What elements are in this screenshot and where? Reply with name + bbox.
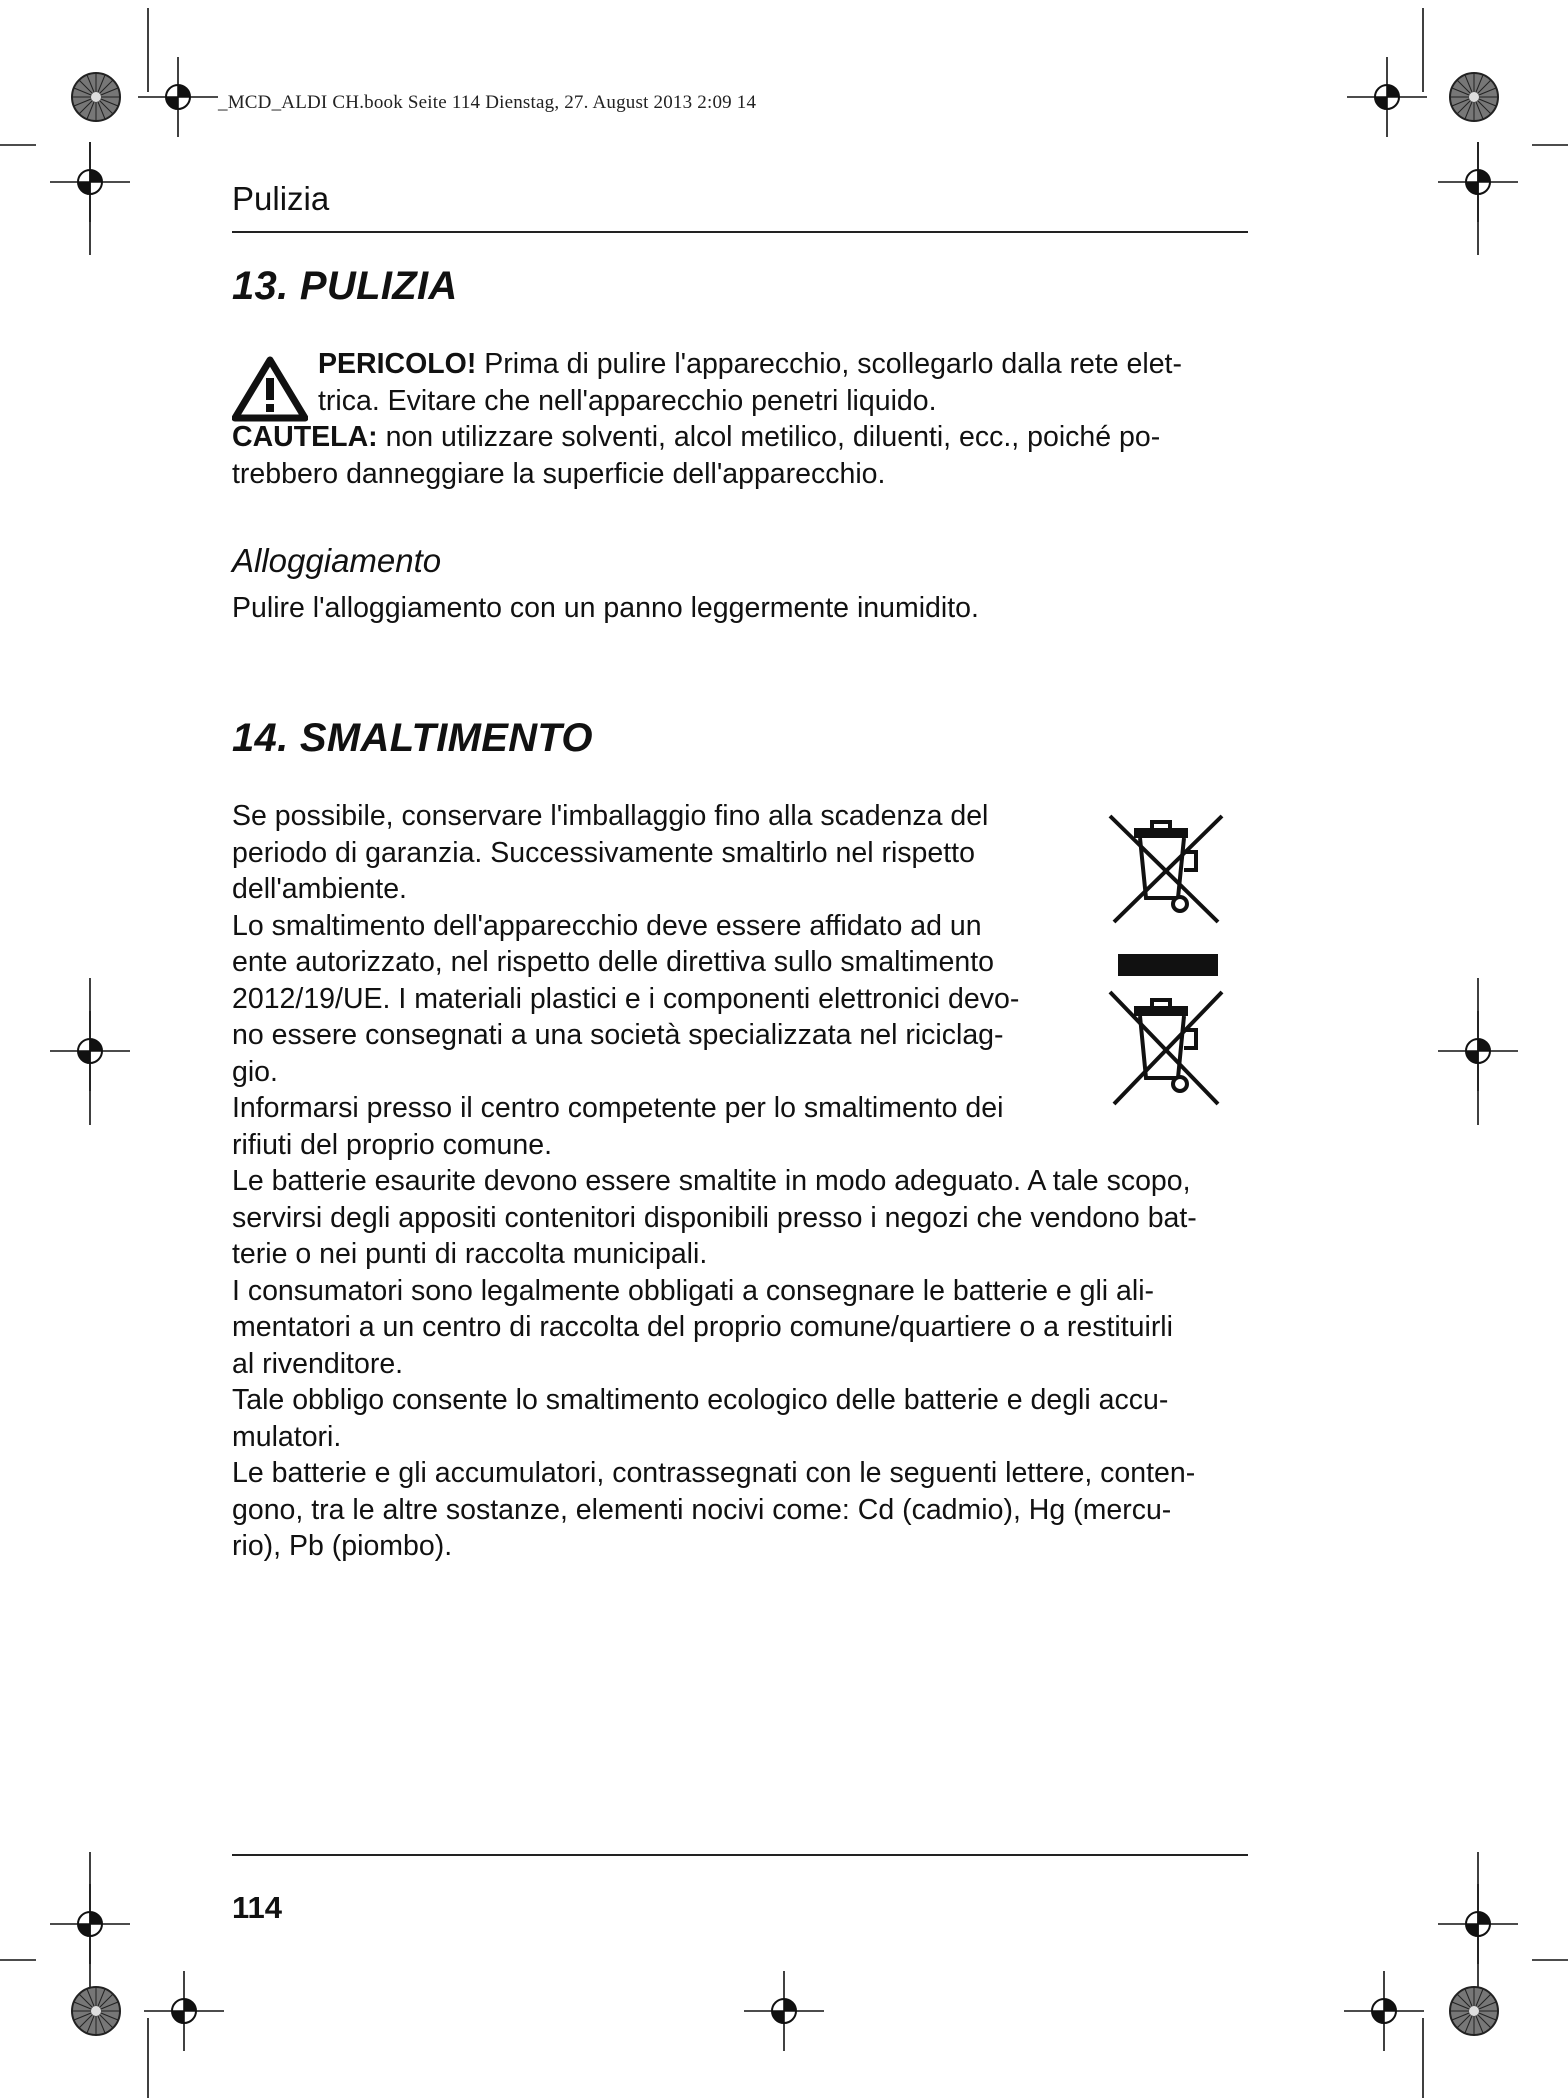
text-line: al rivenditore. [232, 1347, 404, 1380]
footer-rule [232, 1854, 1248, 1856]
warning-block [232, 346, 1248, 492]
warning-triangle-icon [232, 356, 308, 432]
text-line: dell'ambiente. [232, 873, 407, 905]
text-line: periodo di garanzia. Successivamente smaltirlo nel rispetto [232, 836, 975, 869]
text-line: Lo smaltimento dell'apparecchio deve essere affidato ad un [232, 909, 982, 942]
section-14-heading: 14. SMALTIMENTO [232, 716, 593, 760]
text-line: rifiuti del proprio comune. [232, 1128, 552, 1161]
text-line: 2012/19/UE. I materiali plastici e i componenti elettronici devo- [232, 982, 1020, 1015]
text-line: gono, tra le altre sostanze, elementi nocivi come: Cd (cadmio), Hg (mercu- [232, 1493, 1172, 1526]
print-slug-line: _MCD_ALDI CH.book Seite 114 Dienstag, 27. August 2013 2:09 14 [218, 92, 757, 113]
text-line: no essere consegnati a una società specializzata nel riciclag- [232, 1019, 1004, 1051]
disposal-paragraph-narrow [232, 798, 1112, 1163]
alloggiamento-text: Pulire l'alloggiamento con un panno leggermente inumidito. [232, 592, 979, 624]
danger-label: PERICOLO! [318, 348, 477, 380]
crossed-out-bin-icon [1100, 988, 1230, 1112]
running-head: Pulizia [232, 180, 330, 217]
text-line: Informarsi presso il centro competente per lo smaltimento dei [232, 1092, 1004, 1124]
header-rule [232, 231, 1248, 233]
text-line: servirsi degli appositi contenitori disponibili presso i negozi che vendono bat- [232, 1201, 1197, 1234]
text-line: terie o nei punti di raccolta municipali. [232, 1238, 708, 1270]
danger-text-1: Prima di pulire l'apparecchio, scollegarlo dalla rete elet- [476, 348, 1182, 380]
caution-text-1: non utilizzare solventi, alcol metilico, diluenti, ecc., poiché po- [377, 421, 1161, 453]
text-line: Le batterie e gli accumulatori, contrassegnati con le seguenti lettere, conten- [232, 1457, 1196, 1489]
caution-line-1 [232, 419, 1248, 456]
text-line: I consumatori sono legalmente obbligati a consegnare le batterie e gli ali- [232, 1274, 1155, 1307]
text-line: rio), Pb (piombo). [232, 1530, 453, 1562]
text-line: Tale obbligo consente lo smaltimento ecologico delle batterie e degli accu- [232, 1384, 1169, 1416]
caution-text-2: trebbero danneggiare la superficie dell'apparecchio. [232, 457, 886, 490]
text-line: mentatori a un centro di raccolta del proprio comune/quartiere o a restituirli [232, 1311, 1173, 1343]
page-number: 114 [232, 1890, 283, 1925]
text-line: mulatori. [232, 1420, 342, 1453]
danger-line-1 [232, 346, 1248, 383]
text-line: Se possibile, conservare l'imballaggio fino alla scadenza del [232, 800, 989, 832]
text-line: Le batterie esaurite devono essere smaltite in modo adeguato. A tale scopo, [232, 1165, 1191, 1197]
text-line: ente autorizzato, nel rispetto delle direttiva sullo smaltimento [232, 946, 994, 978]
danger-text-2: trica. Evitare che nell'apparecchio penetri liquido. [318, 384, 937, 417]
disposal-paragraph-full [232, 1163, 1252, 1565]
crossed-out-bin-icon [1100, 812, 1230, 930]
text-line: gio. [232, 1055, 278, 1088]
subheading-alloggiamento: Alloggiamento [232, 542, 442, 579]
section-13-heading: 13. PULIZIA [232, 264, 458, 308]
black-bar-icon [1118, 954, 1218, 976]
caution-label: CAUTELA: [232, 421, 378, 453]
